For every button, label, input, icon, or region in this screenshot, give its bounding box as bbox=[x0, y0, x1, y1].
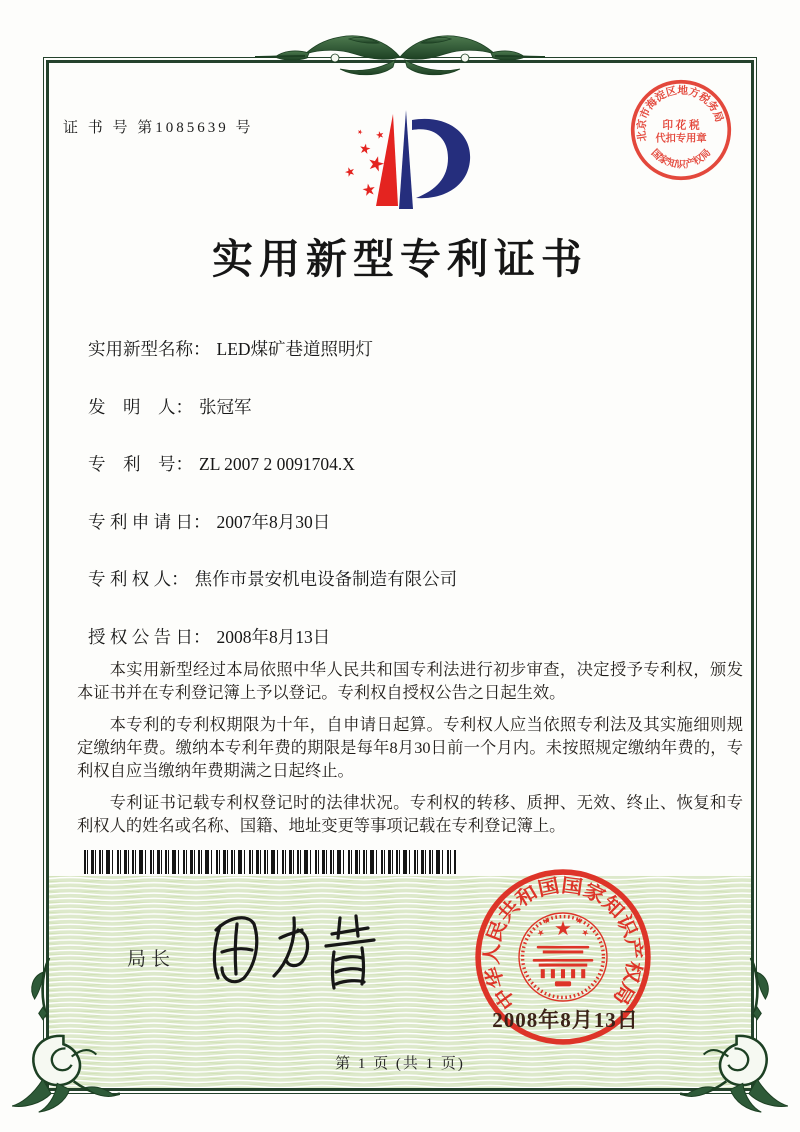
field-filing-date bbox=[88, 509, 330, 534]
national-emblem-icon bbox=[519, 913, 607, 1001]
field-label: 专 利 申 请 日： bbox=[88, 512, 211, 532]
tax-stamp-line2: 代扣专用章 bbox=[655, 133, 707, 145]
field-label: 实用新型名称： bbox=[88, 339, 211, 359]
field-value: 2007年8月30日 bbox=[216, 512, 331, 532]
field-label: 专 利 号： bbox=[88, 454, 193, 474]
field-patent-number bbox=[88, 451, 355, 476]
legal-text-block bbox=[77, 658, 743, 846]
svg-text:国家知识产权局 bbox=[649, 146, 714, 171]
director-signature bbox=[190, 900, 380, 1000]
field-value: LED煤矿巷道照明灯 bbox=[216, 339, 374, 359]
field-value: ZL 2007 2 0091704.X bbox=[199, 454, 355, 474]
certificate-title: 实用新型专利证书 bbox=[212, 236, 588, 282]
field-value: 焦作市景安机电设备制造有限公司 bbox=[194, 569, 458, 589]
tax-stamp-top-text: 北京市海淀区地方税务局 bbox=[636, 85, 725, 143]
tax-stamp-bottom-text: 国家知识产权局 bbox=[648, 147, 714, 171]
paragraph-term-fees: 本专利的专利权期限为十年，自申请日起算。专利权人应当依照专利法及其实施细则规定缴纳年费。缴纳本专利年费的期限是每年8月30日前一个月内。未按照规定缴纳年费的，专利权自应当缴纳年费期满之日起终止。 bbox=[77, 715, 743, 780]
field-label: 授 权 公 告 日： bbox=[88, 627, 211, 647]
field-utility-model-name bbox=[88, 336, 373, 361]
field-inventor bbox=[88, 394, 252, 419]
signature-role-label: 局长 bbox=[127, 949, 176, 970]
page-footer: 第 1 页 (共 1 页) bbox=[335, 1056, 465, 1072]
field-grant-publication-date bbox=[88, 624, 330, 649]
field-label: 发 明 人： bbox=[88, 397, 193, 417]
certificate-number: 证 书 号 第1085639 号 bbox=[63, 120, 254, 136]
tax-stamp-line1: 印 花 税 bbox=[662, 120, 700, 132]
field-value: 张冠军 bbox=[199, 397, 252, 417]
paragraph-grant: 本实用新型经过本局依照中华人民共和国专利法进行初步审查，决定授予专利权，颁发本证书并在专利登记簿上予以登记。专利权自授权公告之日起生效。 bbox=[77, 660, 743, 702]
paragraph-register: 专利证书记载专利权登记时的法律状况。专利权的转移、质押、无效、终止、恢复和专利权人的姓名或名称、国籍、地址变更等事项记载在专利登记簿上。 bbox=[77, 793, 743, 835]
barcode bbox=[84, 850, 456, 874]
seal-date: 2008年8月13日 bbox=[492, 1008, 639, 1032]
office-seal-ring-text: 中华人民共和国国家知识产权局 bbox=[481, 875, 645, 1013]
signature-handwriting-icon bbox=[190, 900, 380, 1000]
tax-stamp-seal bbox=[627, 76, 735, 184]
cnipa-logo-icon bbox=[336, 101, 481, 225]
field-label: 专 利 权 人： bbox=[88, 569, 189, 589]
field-value: 2008年8月13日 bbox=[216, 627, 331, 647]
field-patentee bbox=[88, 566, 457, 591]
